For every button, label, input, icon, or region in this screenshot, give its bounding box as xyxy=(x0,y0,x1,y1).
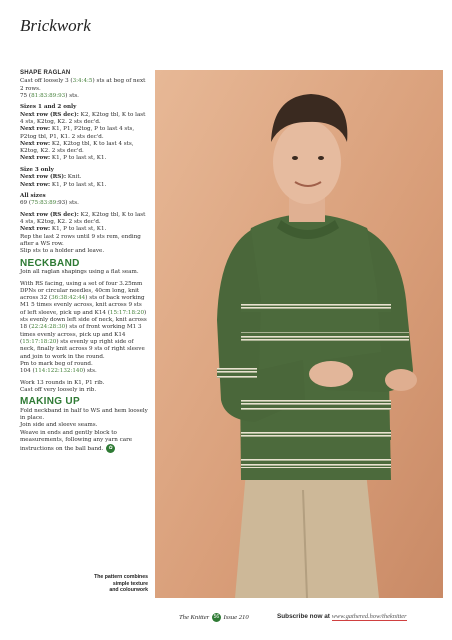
subscribe-link[interactable]: www.gathered.how/theknitter xyxy=(331,613,407,620)
footer-magazine: The Knitter 56 Issue 210 xyxy=(179,614,249,622)
size-3-instructions: Next row (RS): Knit. Next row: K1, P to last st, K1. xyxy=(20,174,107,188)
all-sizes-instructions: Next row (RS dec): K2, K2tog tbl, K to last 4 sts, K2tog, K2. 2 sts dec'd. Next row: K1, P to last st, K1. Rep the last 2 rows until 9 sts rem, ending after a WS row. Slip sts to a holder and leave. xyxy=(20,211,146,255)
sizes-1-2-instructions: Next row (RS dec): K2, K2tog tbl, K to last 4 sts, K2tog, K2. 2 sts dec'd. Next row: K1, P1, P2tog, P to last 4 sts, P2tog tbl, P1, K1. 2 sts dec'd. Next row: K2, K2tog tbl, K to last 4 sts, K2tog, K2. 2 sts dec'd. Next row: K1, P to last st, K1. xyxy=(20,111,146,162)
all-sizes-count: 69 (75:83:89:93) sts. xyxy=(20,200,79,207)
section-heading-neckband: NECKBAND xyxy=(20,257,80,269)
section-heading-shape-raglan: SHAPE RAGLAN xyxy=(20,70,71,76)
page-title: Brickwork xyxy=(20,16,91,35)
photo-caption: The pattern combines simple texture and colourwork xyxy=(94,574,148,594)
page-number-badge: 56 xyxy=(213,614,220,620)
end-mark-icon: ✿ xyxy=(106,444,115,453)
raglan-intro: Cast off loosely 3 (3:4:4:5) sts at beg of next 2 rows. 75 (81:83:89:93) sts. xyxy=(20,78,146,99)
pattern-column xyxy=(20,70,148,458)
footer-subscribe: Subscribe now at www.gathered.how/theknitter xyxy=(277,613,407,620)
subheading-all-sizes: All sizes xyxy=(20,193,46,200)
neckband-p1: Join all raglan shapings using a flat seam. xyxy=(20,269,139,276)
neckband-p2: With RS facing, using a set of four 3.25mm DPNs or circular needles, 40cm long, knit across 32 (36:38:42:44) sts of back working M1 5 times evenly across, knit across 9 sts of left sleeve, pick up and K14 (15:17:18:20) sts evenly down left side of neck, knit across 18 (22:24:28:30) sts of front working M1 3 times evenly across, pick up and K14 (15:17:18:20) sts evenly up right side of neck, finally knit across 9 sts of right sleeve and join to work in the round. Pm to mark beg of round. 104 (114:122:132:140) sts. xyxy=(20,280,147,375)
neckband-rib: Work 13 rounds in K1, P1 rib. Cast off very loosely in rib. xyxy=(20,379,105,393)
page-footer xyxy=(0,611,452,625)
subheading-sizes-1-2: Sizes 1 and 2 only xyxy=(20,104,77,111)
making-up-text: Fold neckband in half to WS and hem loosely in place. Join side and sleeve seams. Weave in ends and gently block to measurements, following any yarn care instructions on the ball band. ✿ xyxy=(20,407,148,453)
section-heading-making-up: MAKING UP xyxy=(20,396,80,408)
model-photo xyxy=(155,70,443,598)
model-photo-illustration xyxy=(155,70,443,598)
subheading-size-3: Size 3 only xyxy=(20,166,54,173)
